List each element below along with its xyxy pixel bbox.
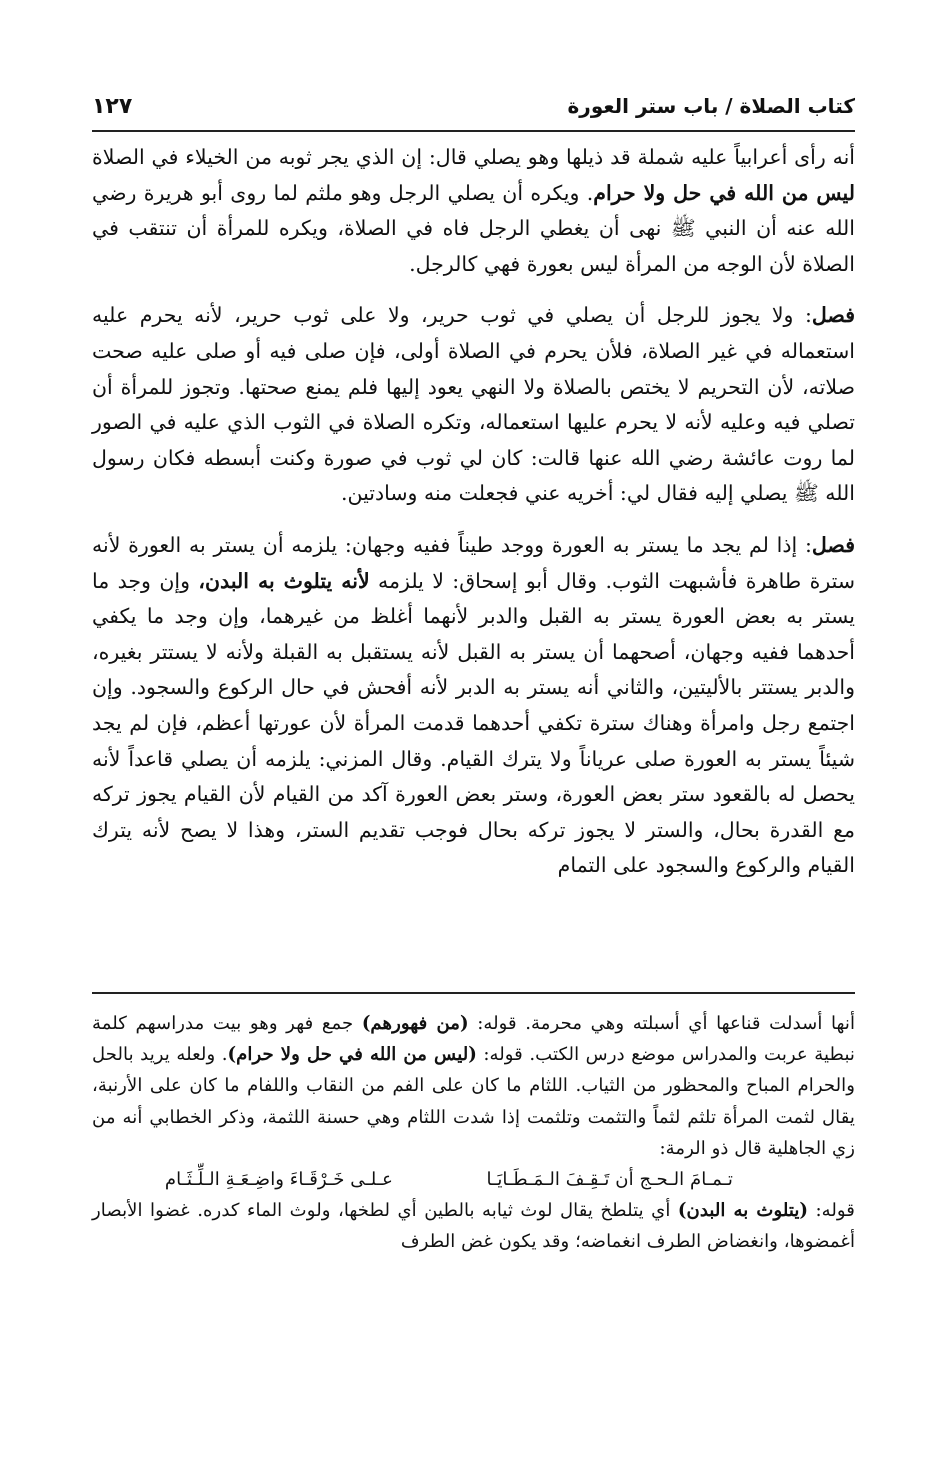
note-text: قوله: [808, 1200, 856, 1222]
bold-phrase: لأنه يتلوث به البدن، [198, 568, 370, 593]
paragraph-1 [92, 140, 855, 282]
section-lead: فصل [811, 532, 855, 557]
verse-first-hemistich: تـمـامَ الـحـج أن تَـقِـفَ الـمَـطَـايَـا [486, 1169, 733, 1191]
page-number: ١٢٧ [92, 94, 133, 119]
footnote-1 [92, 1008, 855, 1164]
page-header [92, 88, 855, 130]
poetry-verse [92, 1164, 855, 1195]
bold-phrase: ليس من الله في حل ولا حرام [593, 180, 855, 205]
footnote-2 [92, 1195, 855, 1257]
paragraph-text: : ولا يجوز للرجل أن يصلي في ثوب حرير، ولا على ثوب حرير، لأنه يحرم عليه استعماله في غير الصلاة، فلأن يحرم في الصلاة أولى، فإن صلى فيه أو صلى عليه صحت صلاته، لأن التحريم لا يختص بالصلاة ولا النهي يعود إليها فلم يمنع صحتها. وتجوز للمرأة أن تصلي فيه وعليه لأنه لا يحرم عليها استعماله، وتكره الصلاة في الثوب الذي عليه في الصور لما روت عائشة رضي الله عنها قالت: كان لي ثوب في صورة وكنت أبسطه فكان رسول الله ﷺ يصلي إليه فقال لي: أخريه عني فجعلت منه وسادتين. [92, 303, 855, 506]
note-text: أي يتلطخ يقال لوث ثيابه بالطين أي لطخها، ولوث الماء كدره. غضوا الأبصار أغمضوها، وانغضاض الطرف انغماضه؛ وقد يكون غض الطرف [92, 1200, 855, 1253]
bold-term: (يتلوث به البدن) [677, 1200, 809, 1222]
main-text [92, 140, 855, 884]
note-text: . ولعله يريد بالحل والحرام المباح والمحظور من الثياب. اللثام ما كان على الفم من النقاب واللفام ما كان على الأرنبة، يقال لثمت المرأة تلثم لثماً والتثمت وتلثمت إذا شدت اللثام وهي حسنة اللثمة، وذكر الخطابي أنه من زي الجاهلية قال ذو الرمة: [92, 1044, 855, 1159]
header-rule [92, 130, 855, 132]
paragraph-2 [92, 298, 855, 512]
running-title: كتاب الصلاة / باب ستر العورة [567, 94, 855, 118]
note-text: أنها أسدلت قناعها أي أسبلته وهي محرمة. قوله: [468, 1013, 855, 1034]
paragraph-text: . ويكره أن يصلي الرجل وهو ملثم لما روى أبو هريرة رضي الله عنه أن النبي ﷺ نهى أن يغطي الرجل فاه في الصلاة، ويكره للمرأة أن تنتقب في الصلاة لأن الوجه من المرأة ليس بعورة فهي كالرجل. [92, 180, 855, 276]
paragraph-text: وإن وجد ما يستر به بعض العورة يستر به القبل والدبر لأنهما أغلظ من غيرهما، وإن وجد ما يكفي أحدهما ففيه وجهان، أصحهما أن يستر به القبل لأنه يستقبل به القبلة ولأنه لا يستتر بغيره، والدبر يستتر بالأليتين، والثاني أنه يستر به الدبر لأنه أفحش في حال الركوع والسجود. وإن اجتمع رجل وامرأة وهناك سترة تكفي أحدهما قدمت المرأة لأن عورتها أعظم، فإن لم يجد شيئاً يستر به العورة صلى عرياناً ولا يترك القيام. وقال المزني: يلزمه أن يصلي قاعداً لأنه يحصل له بالقعود ستر بعض العورة، وستر بعض العورة آكد من القيام لأن القيام يجوز تركه مع القدرة بحال، والستر لا يجوز تركه بحال فوجب تقديم الستر، وهذا لا يصح لأنه يترك القيام والركوع والسجود على التمام [92, 568, 855, 878]
bold-term: (ليس من الله في حل ولا حرام) [227, 1044, 477, 1066]
bold-term: (من فهورهم) [361, 1013, 469, 1034]
paragraph-text: : إذا لم يجد ما يستر به العورة ووجد طيناً ففيه وجهان: يلزمه أن يستر به العورة لأنه سترة طاهرة فأشبهت الثوب. وقال أبو إسحاق: لا يلزمه [92, 532, 855, 593]
paragraph-3 [92, 528, 855, 884]
section-lead: فصل [811, 303, 855, 328]
footnotes [92, 1008, 855, 1257]
note-text: جمع فهر وهو بيت مدراسهم كلمة نبطية عربت والمدراس موضع درس الكتب. قوله: [92, 1013, 855, 1066]
verse-second-hemistich: عـلـى خَـرْقَـاءَ واضِـعَـةِ الـلِّـثَـام [164, 1169, 393, 1191]
footnote-rule [92, 992, 855, 994]
paragraph-text: أنه رأى أعرابياً عليه شملة قد ذيلها وهو يصلي قال: إن الذي يجر ثوبه من الخيلاء في الصلاة [92, 145, 855, 169]
